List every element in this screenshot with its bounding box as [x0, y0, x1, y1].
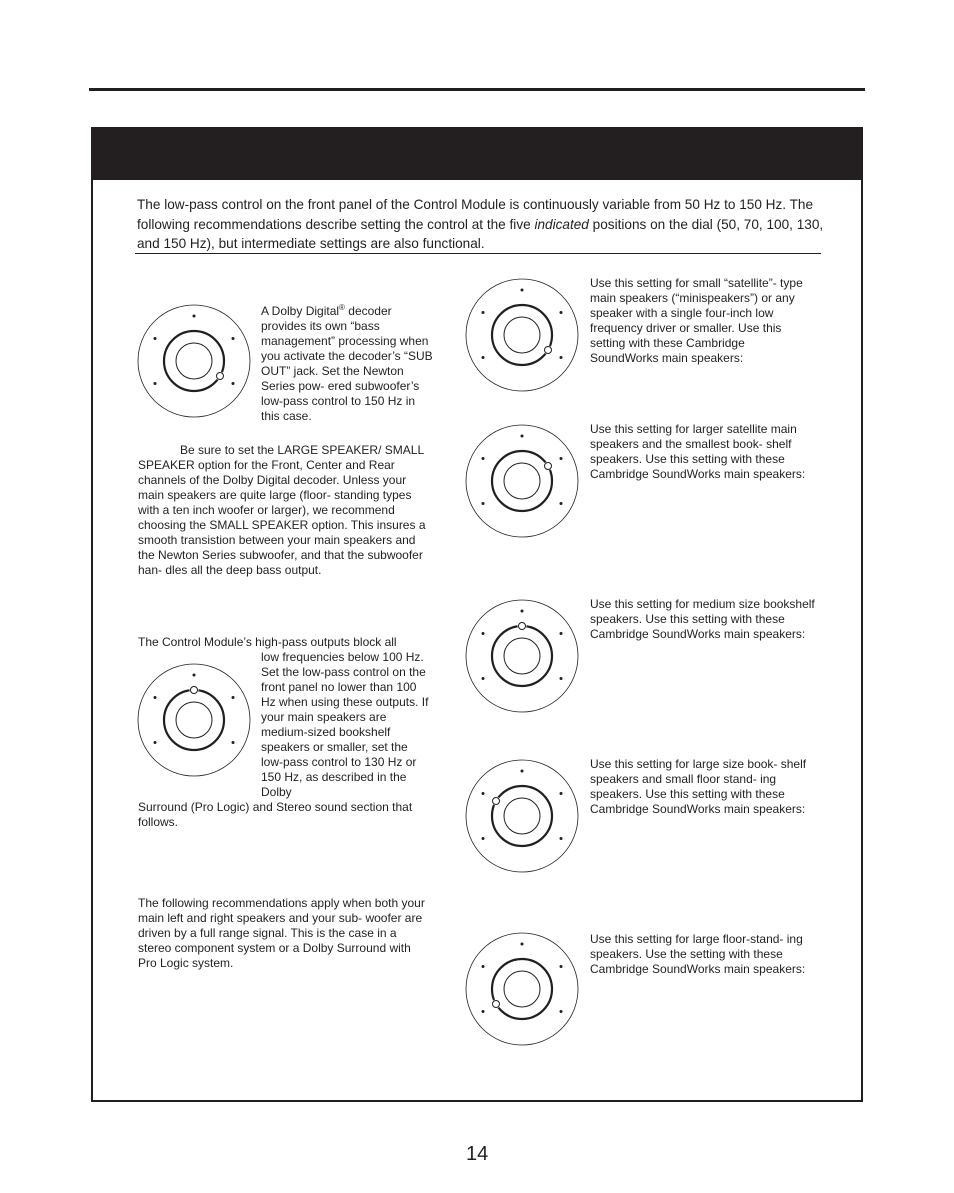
dial-knob [492, 305, 552, 365]
setting-text-5: Use this setting for large floor-stand- ing speakers. Use the setting with these Cambridge SoundWorks main speakers: [590, 932, 806, 976]
dial-outer-ring [138, 664, 250, 776]
dolby-digital-text [261, 300, 433, 424]
dial-setting-dot [560, 356, 563, 359]
dial-outer-ring [466, 933, 578, 1045]
intro-text-a: The low-pass control on the front panel of the Control Module is continuously variable from 50 Hz to 150 Hz. The following recommendations describe setting the control at the five [137, 197, 814, 232]
dial-knob [164, 690, 224, 750]
dial-setting-dot [521, 289, 524, 292]
dial-setting-dot [154, 337, 157, 340]
low-pass-dial [464, 277, 580, 393]
intro-text-b: positions on the dial (50, 70, 100, 130, and 150 Hz), but intermediate settings are also functional. [137, 216, 824, 251]
registered-mark: ® [339, 303, 345, 312]
dial-setting-dot [482, 356, 485, 359]
dial-knob [492, 451, 552, 511]
intro-italic: indicated [534, 216, 589, 232]
dial-knob-center [504, 317, 540, 353]
dial-setting-dot [482, 837, 485, 840]
low-pass-dial [464, 598, 580, 714]
dd-text-b: decoder provides its own “bass management” processing when you activate the decoder’s “SUB OUT” jack. Set the Newton Series pow- ered subwoofer’s low-pass control to 150 Hz in this case. [261, 304, 433, 423]
dial-setting-dot [482, 965, 485, 968]
dial-knob [492, 786, 552, 846]
low-pass-dial [464, 758, 580, 874]
setting-text-4: Use this setting for large size book- shelf speakers and small floor stand- ing speakers. Use this setting with these Cambridge SoundWorks main speakers: [590, 757, 807, 816]
dial-knob-center [504, 971, 540, 1007]
dial-setting-dot [482, 792, 485, 795]
low-pass-dial [136, 662, 252, 778]
dd-text-a: A Dolby Digital [261, 304, 340, 318]
dial-setting-dot [521, 770, 524, 773]
dial-setting-dot [560, 677, 563, 680]
dial-setting-dot [482, 632, 485, 635]
dial-setting-dot [482, 502, 485, 505]
dial-setting-dot [560, 502, 563, 505]
section-header-bar [93, 129, 861, 180]
dial-knob-center [176, 702, 212, 738]
dial-setting-dot [560, 965, 563, 968]
dial-setting-dot [232, 696, 235, 699]
low-pass-dial [464, 423, 580, 539]
dial-setting-dot [154, 696, 157, 699]
full-range-paragraph: The following recommendations apply when both your main left and right speakers and your sub- woofer are driven by a full range signal. This is the case in a stereo component system or a Dolby Surround with Pro Logic system. [138, 896, 425, 970]
top-rule [89, 88, 865, 91]
setting-text-3: Use this setting for medium size bookshelf speakers. Use this setting with these Cambridge SoundWorks main speakers: [590, 597, 815, 641]
intro-rule [135, 253, 821, 254]
dial-setting-dot [193, 674, 196, 677]
dial-setting-dot [232, 337, 235, 340]
dial-setting-dot [521, 610, 524, 613]
content-frame [91, 127, 863, 1102]
high-pass-body: low frequencies below 100 Hz. Set the low-pass control on the front panel no lower than 100 Hz when using these outputs. If your main speakers are medium-sized bookshelf speakers or smaller, set the low-pass control to 130 Hz or 150 Hz, as described in the Dolby [261, 650, 429, 799]
dial-setting-dot [482, 457, 485, 460]
high-pass-tail: Surround (Pro Logic) and Stereo sound section that follows. [138, 800, 413, 829]
dial-knob-center [504, 638, 540, 674]
dial-setting-dot [560, 457, 563, 460]
dial-outer-ring [466, 425, 578, 537]
dial-setting-dot [232, 382, 235, 385]
dial-setting-dot [232, 741, 235, 744]
dial-outer-ring [466, 279, 578, 391]
dial-setting-dot [482, 311, 485, 314]
dial-knob [492, 626, 552, 686]
setting-text-1: Use this setting for small “satellite”- type main speakers (“minispeakers”) or any speaker with a single four-inch low frequency driver or smaller. Use this setting with these Cambridge SoundWorks main speakers: [590, 276, 803, 365]
dial-setting-dot [521, 435, 524, 438]
setting-text-2: Use this setting for larger satellite main speakers and the smallest book- shelf speakers. Use this setting with these Cambridge SoundWorks main speakers: [590, 422, 806, 481]
dial-setting-dot [560, 792, 563, 795]
dial-setting-dot [193, 315, 196, 318]
dial-knob [492, 959, 552, 1019]
dial-knob-center [176, 343, 212, 379]
dial-outer-ring [138, 305, 250, 417]
intro-paragraph [137, 195, 827, 254]
page-number: 14 [466, 1143, 489, 1165]
low-pass-dial [464, 931, 580, 1047]
speaker-option-note: Be sure to set the LARGE SPEAKER/ SMALL SPEAKER option for the Front, Center and Rear channels of the Dolby Digital decoder. Unless your main speakers are quite large (floor- standing types with a ten inch woofer or larger), we recommend choosing the SMALL SPEAKER option. This insures a smooth transistion between your main speakers and the Newton Series subwoofer, and that the subwoofer han- dles all the deep bass output. [138, 443, 426, 577]
dial-setting-dot [560, 837, 563, 840]
dial-setting-dot [560, 311, 563, 314]
dial-outer-ring [466, 600, 578, 712]
dial-setting-dot [154, 382, 157, 385]
dial-knob [164, 331, 224, 391]
dial-outer-ring [466, 760, 578, 872]
dial-knob-center [504, 798, 540, 834]
dial-knob-center [504, 463, 540, 499]
dial-setting-dot [560, 632, 563, 635]
dial-setting-dot [560, 1010, 563, 1013]
dial-setting-dot [482, 1010, 485, 1013]
dial-setting-dot [482, 677, 485, 680]
dial-setting-dot [154, 741, 157, 744]
high-pass-lead: The Control Module’s high-pass outputs block all [138, 635, 397, 649]
low-pass-dial [136, 303, 252, 419]
dial-setting-dot [521, 943, 524, 946]
